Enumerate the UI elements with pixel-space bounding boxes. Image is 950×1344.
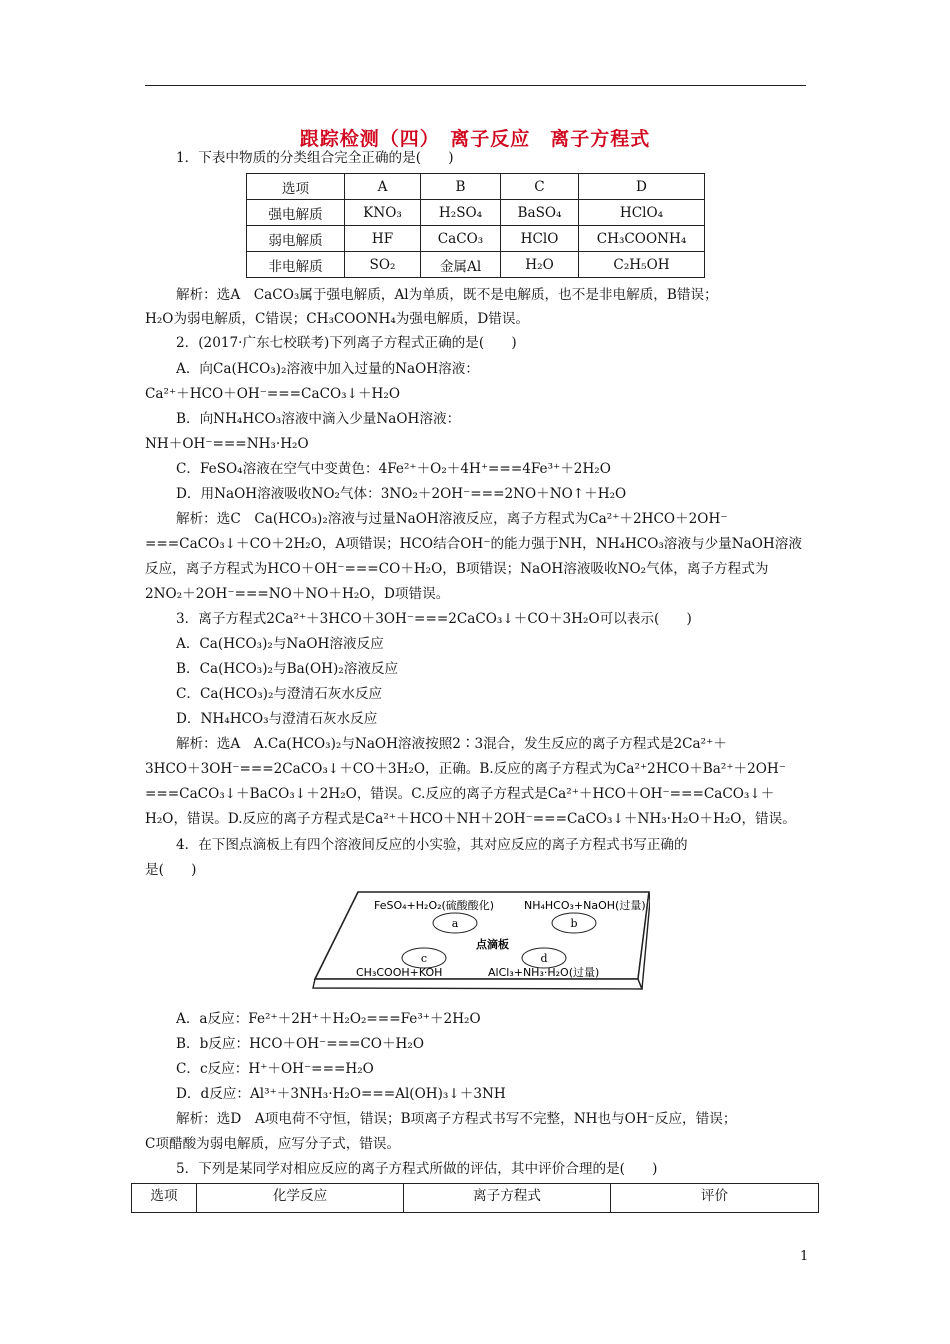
well-d-letter: d (540, 952, 548, 965)
table-cell: H₂O (501, 252, 579, 278)
table-header-cell: A (345, 174, 421, 200)
q1-classification-table (246, 173, 705, 278)
q5-stem: 5．下列是某同学对相应反应的离子方程式所做的评估，其中评价合理的是( ) (176, 1161, 658, 1177)
page-number: 1 (800, 1249, 809, 1264)
table-row (247, 200, 705, 226)
q2-analysis-line: 2NO₂＋2OH⁻===NO＋NO＋H₂O，D项错误。 (145, 586, 450, 602)
q2-stem: 2．(2017·广东七校联考)下列离子方程式正确的是( ) (176, 335, 517, 351)
spot-plate-front (313, 979, 642, 989)
header-rule (145, 85, 806, 86)
well-b-label: NH₄HCO₃+NaOH(过量) (524, 899, 646, 912)
table-cell: HClO₄ (579, 200, 705, 226)
well-c-label: CH₃COOH+KOH (356, 966, 443, 979)
q2-analysis-line: 反应，离子方程式为HCO＋OH⁻===CO＋H₂O，B项错误；NaOH溶液吸收NO₂气体，离子方程式为 (145, 561, 769, 577)
q4-option: A．a反应：Fe²⁺＋2H⁺＋H₂O₂===Fe³⁺＋2H₂O (176, 1011, 481, 1027)
table-cell: HClO (501, 226, 579, 252)
q3-analysis-line: 解析：选A A.Ca(HCO₃)₂与NaOH溶液按照2∶3混合，发生反应的离子方程式是2Ca²⁺＋ (176, 736, 727, 752)
table-cell: CaCO₃ (421, 226, 501, 252)
table-header-cell: 评价 (611, 1184, 819, 1213)
q1-analysis-line: 解析：选A CaCO₃属于强电解质，Al为单质，既不是电解质，也不是非电解质，B错误； (176, 287, 718, 303)
q1-analysis-line: H₂O为弱电解质，C错误；CH₃COONH₄为强电解质，D错误。 (145, 311, 530, 327)
page-title: 跟踪检测（四） 离子反应 离子方程式 (299, 128, 651, 150)
q3-analysis-line: 3HCO＋3OH⁻===2CaCO₃↓＋CO＋3H₂O，正确。B.反应的离子方程式为Ca²⁺2HCO＋Ba²⁺＋2OH⁻ (145, 761, 786, 777)
q2-line: Ca²⁺＋HCO＋OH⁻===CaCO₃↓＋H₂O (145, 386, 400, 402)
q3-stem: 3．离子方程式2Ca²⁺＋3HCO＋3OH⁻===2CaCO₃↓＋CO＋3H₂O可以表示( ) (176, 611, 692, 627)
table-header-cell: B (421, 174, 501, 200)
q4-option: C．c反应：H⁺＋OH⁻===H₂O (176, 1061, 374, 1077)
q2-line: D．用NaOH溶液吸收NO₂气体：3NO₂＋2OH⁻===2NO＋NO↑＋H₂O (176, 486, 627, 502)
well-b-letter: b (570, 917, 578, 930)
q3-option: C．Ca(HCO₃)₂与澄清石灰水反应 (176, 686, 383, 702)
well-a-letter: a (451, 917, 459, 930)
q4-option: D．d反应：Al³⁺＋3NH₃·H₂O===Al(OH)₃↓＋3NH (176, 1086, 506, 1102)
table-header-cell: 选项 (247, 174, 345, 200)
spot-plate-label: 点滴板 (476, 938, 509, 951)
well-d-label: AlCl₃+NH₃·H₂O(过量) (488, 966, 600, 979)
table-cell: BaSO₄ (501, 200, 579, 226)
table-cell: HF (345, 226, 421, 252)
table-cell: 非电解质 (247, 252, 345, 278)
q5-evaluation-table (131, 1183, 819, 1213)
q4-stem: 4．在下图点滴板上有四个溶液间反应的小实验，其对应反应的离子方程式书写正确的 (176, 837, 688, 853)
q4-analysis-line: C项醋酸为弱电解质，应写分子式，错误。 (145, 1136, 401, 1152)
q4-stem: 是( ) (145, 862, 197, 878)
table-row (247, 252, 705, 278)
spot-plate-figure (310, 889, 650, 1001)
table-cell: SO₂ (345, 252, 421, 278)
table-cell: KNO₃ (345, 200, 421, 226)
q3-analysis-line: H₂O，错误。D.反应的离子方程式是Ca²⁺＋HCO＋NH＋2OH⁻===CaCO₃↓＋NH₃·H₂O＋H₂O，错误。 (145, 811, 796, 827)
well-a-label: FeSO₄+H₂O₂(硫酸酸化) (374, 899, 495, 912)
q2-line: B．向NH₄HCO₃溶液中滴入少量NaOH溶液： (176, 411, 461, 427)
q2-line: A．向Ca(HCO₃)₂溶液中加入过量的NaOH溶液： (176, 361, 479, 377)
table-cell: H₂SO₄ (421, 200, 501, 226)
q2-analysis-line: ===CaCO₃↓＋CO＋2H₂O，A项错误；HCO结合OH⁻的能力强于NH，NH₄HCO₃溶液与少量NaOH溶液 (145, 536, 802, 552)
table-header-row (132, 1184, 819, 1213)
table-header-cell: D (579, 174, 705, 200)
q2-analysis-line: 解析：选C Ca(HCO₃)₂溶液与过量NaOH溶液反应，离子方程式为Ca²⁺＋2HCO＋2OH⁻ (176, 511, 728, 527)
q4-analysis-line: 解析：选D A项电荷不守恒，错误；B项离子方程式书写不完整，NH也与OH⁻反应，错误； (176, 1111, 737, 1127)
table-cell: CH₃COONH₄ (579, 226, 705, 252)
table-header-cell: 化学反应 (197, 1184, 404, 1213)
q4-option: B．b反应：HCO＋OH⁻===CO＋H₂O (176, 1036, 424, 1052)
table-header-row (247, 174, 705, 200)
table-header-cell: 选项 (132, 1184, 197, 1213)
table-cell: 弱电解质 (247, 226, 345, 252)
q3-option: D．NH₄HCO₃与澄清石灰水反应 (176, 711, 378, 727)
q3-analysis-line: ===CaCO₃↓＋BaCO₃↓＋2H₂O，错误。C.反应的离子方程式是Ca²⁺＋HCO＋OH⁻===CaCO₃↓＋ (145, 786, 775, 802)
table-cell: 强电解质 (247, 200, 345, 226)
table-cell: 金属Al (421, 252, 501, 278)
q2-line: C．FeSO₄溶液在空气中变黄色：4Fe²⁺＋O₂＋4H⁺===4Fe³⁺＋2H₂O (176, 461, 611, 477)
q3-option: A．Ca(HCO₃)₂与NaOH溶液反应 (176, 636, 384, 652)
q2-line: NH＋OH⁻===NH₃·H₂O (145, 436, 309, 452)
table-cell: C₂H₅OH (579, 252, 705, 278)
table-header-cell: 离子方程式 (404, 1184, 611, 1213)
q1-stem: 1．下表中物质的分类组合完全正确的是( ) (176, 150, 454, 166)
table-row (247, 226, 705, 252)
table-header-cell: C (501, 174, 579, 200)
well-c-letter: c (420, 952, 428, 965)
q3-option: B．Ca(HCO₃)₂与Ba(OH)₂溶液反应 (176, 661, 399, 677)
